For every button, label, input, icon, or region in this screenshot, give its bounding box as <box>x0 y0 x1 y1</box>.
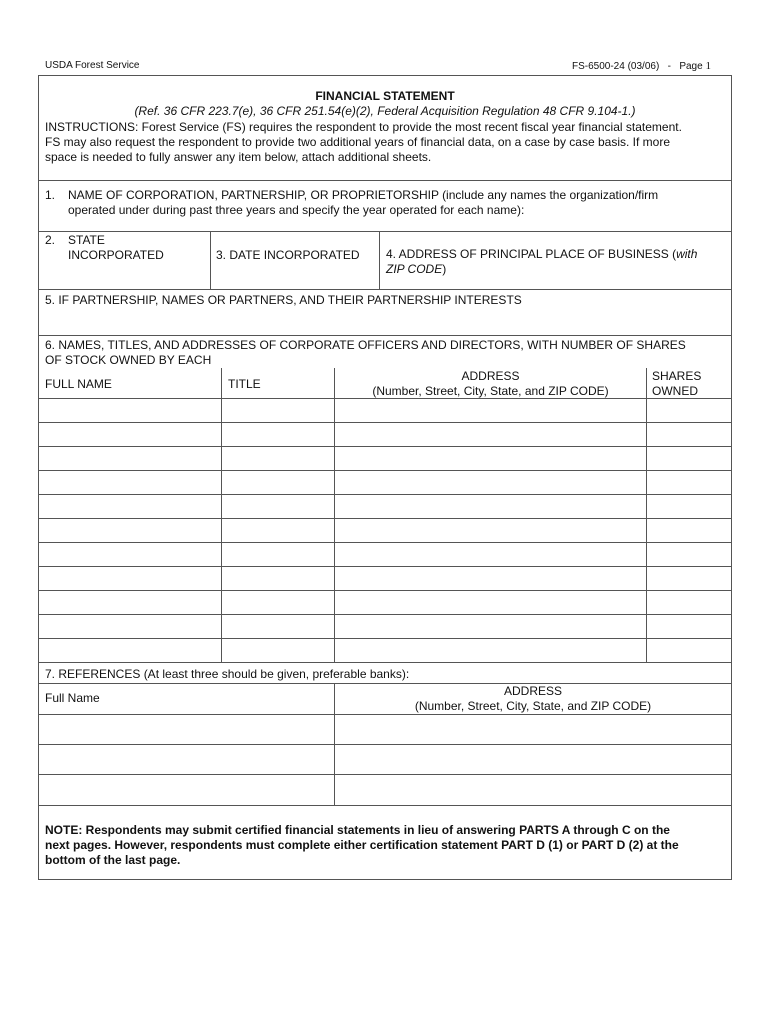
officer-row[interactable] <box>39 639 731 662</box>
ref-col-address-sub: (Number, Street, City, State, and ZIP CODE) <box>414 699 652 713</box>
note-line-3: bottom of the last page. <box>45 853 181 867</box>
instructions-line-1: INSTRUCTIONS: Forest Service (FS) requires the respondent to provide the most recent fiscal year financial statement. <box>45 120 682 134</box>
instructions-line-2: FS may also request the respondent to provide two additional years of financial data, on a case by case basis. If more <box>45 135 671 149</box>
section-7-label: 7. REFERENCES (At least three should be given, preferable banks): <box>45 667 410 681</box>
col-address: ADDRESS <box>461 369 520 383</box>
section-6-label-line-1: 6. NAMES, TITLES, AND ADDRESSES OF CORPORATE OFFICERS AND DIRECTORS, WITH NUMBER OF SHARES <box>45 338 686 352</box>
page-label: Page <box>679 61 703 72</box>
state-incorporated-field[interactable] <box>39 276 210 288</box>
section-2-number: 2. <box>45 233 56 247</box>
section-4-zip: ZIP CODE <box>386 262 443 276</box>
organization-name-field[interactable] <box>39 221 731 231</box>
col-full-name: FULL NAME <box>45 377 112 391</box>
agency-label: USDA Forest Service <box>45 60 140 71</box>
reference-row[interactable] <box>39 775 731 804</box>
section-4-label <box>386 247 728 277</box>
section-2-label-line-1: STATE <box>68 233 105 247</box>
officer-row[interactable] <box>39 471 731 494</box>
divider <box>39 662 731 663</box>
officer-row[interactable] <box>39 543 731 566</box>
header-dash: - <box>667 61 671 72</box>
reference-row[interactable] <box>39 745 731 774</box>
col-address-sub: (Number, Street, City, State, and ZIP CODE) <box>372 384 609 398</box>
instructions-line-3: space is needed to fully answer any item below, attach additional sheets. <box>45 150 432 164</box>
col-title: TITLE <box>228 377 261 391</box>
divider <box>39 180 731 181</box>
section-6-label-line-2: OF STOCK OWNED BY EACH <box>45 353 212 367</box>
section-1-number: 1. <box>45 188 56 202</box>
note-line-1: NOTE: Respondents may submit certified financial statements in lieu of answering PARTS A through C on the <box>45 823 670 837</box>
officer-row[interactable] <box>39 399 731 422</box>
divider <box>39 289 731 290</box>
divider <box>39 805 731 806</box>
section-4-label-text: 4. ADDRESS OF PRINCIPAL PLACE OF BUSINESS ( <box>386 247 677 261</box>
section-1-label-line-1: NAME OF CORPORATION, PARTNERSHIP, OR PROPRIETORSHIP (include any names the organization/firm <box>68 188 659 202</box>
officer-row[interactable] <box>39 447 731 470</box>
note-line-2: next pages. However, respondents must complete either certification statement PART D (1) or PART D (2) at the <box>45 838 679 852</box>
officer-row[interactable] <box>39 519 731 542</box>
business-address-field[interactable] <box>380 276 731 288</box>
ref-col-address: ADDRESS <box>503 684 562 698</box>
officer-row[interactable] <box>39 423 731 446</box>
section-2-label-line-2: INCORPORATED <box>68 248 164 262</box>
officer-row[interactable] <box>39 567 731 590</box>
date-incorporated-field[interactable] <box>211 266 379 288</box>
form-title: FINANCIAL STATEMENT <box>315 89 455 103</box>
section-3-label: 3. DATE INCORPORATED <box>216 248 360 262</box>
section-4-close: ) <box>442 262 447 276</box>
page-number: 1 <box>705 60 711 72</box>
col-shares-line-2: OWNED <box>652 384 698 398</box>
form-reference: (Ref. 36 CFR 223.7(e), 36 CFR 251.54(e)(2), Federal Acquisition Regulation 48 CFR 9.104-1.) <box>134 104 636 118</box>
divider <box>39 335 731 336</box>
officer-row[interactable] <box>39 495 731 518</box>
section-5-label: 5. IF PARTNERSHIP, NAMES OR PARTNERS, AND THEIR PARTNERSHIP INTERESTS <box>45 293 522 307</box>
partnership-interests-field[interactable] <box>39 310 731 334</box>
reference-row[interactable] <box>39 715 731 744</box>
col-shares-line-1: SHARES <box>652 369 702 383</box>
section-1-label-line-2: operated under during past three years and specify the year operated for each name): <box>68 203 525 217</box>
divider <box>39 231 731 232</box>
officer-row[interactable] <box>39 591 731 614</box>
form-number-text: FS-6500-24 (03/06) <box>572 61 660 72</box>
financial-statement-form <box>38 75 732 880</box>
section-4-with: with <box>676 247 698 261</box>
form-number <box>572 60 711 72</box>
ref-col-full-name: Full Name <box>45 691 100 705</box>
officer-row[interactable] <box>39 615 731 638</box>
